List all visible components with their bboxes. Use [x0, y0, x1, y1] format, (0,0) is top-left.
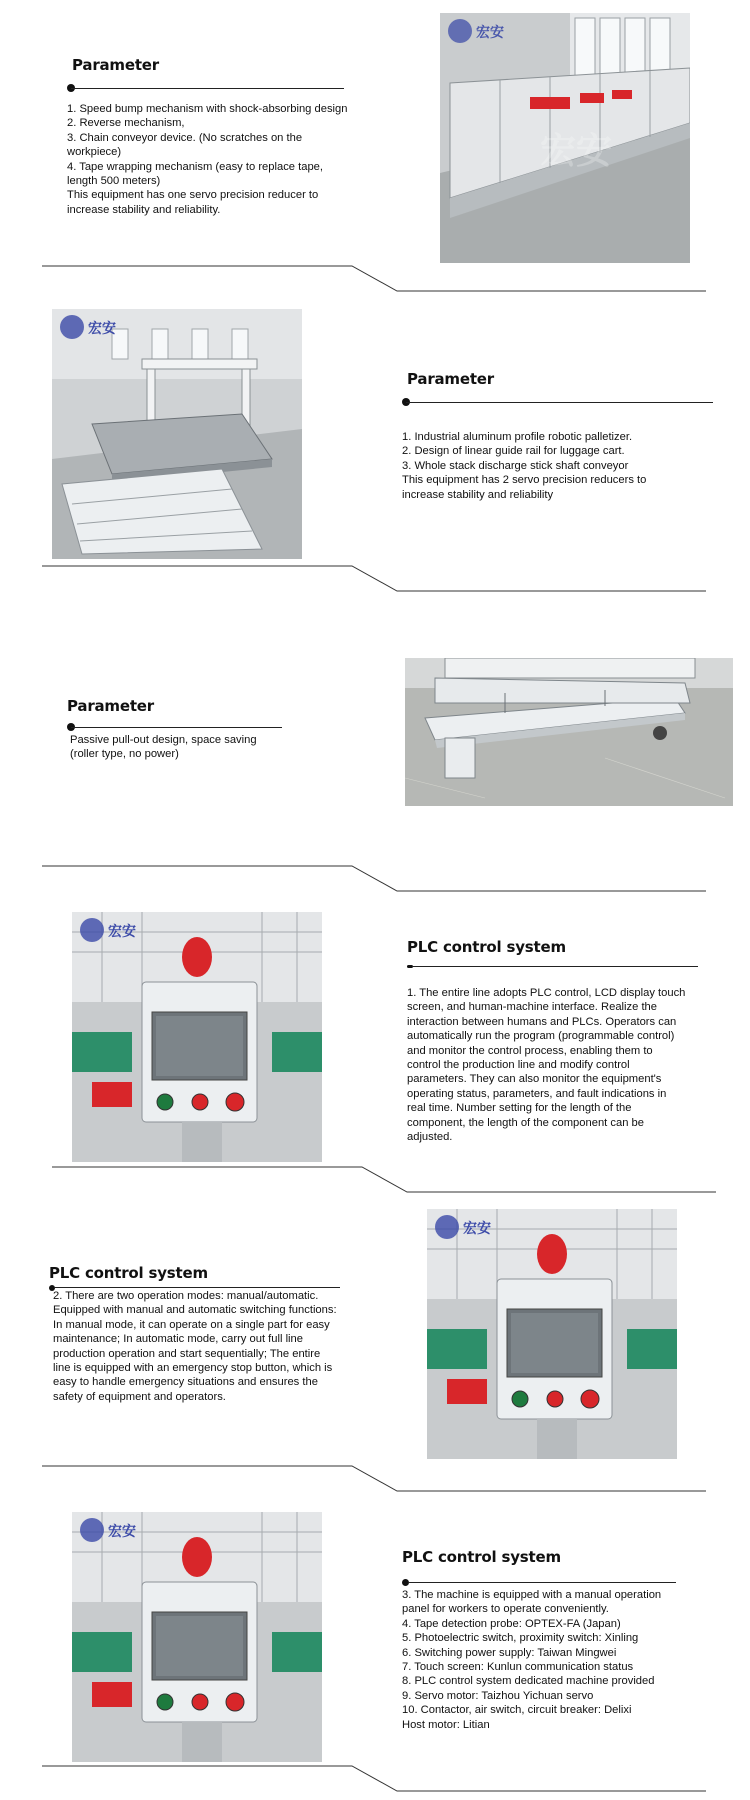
- section-3-photo: [405, 658, 733, 806]
- section-2-text: 1. Industrial aluminum profile robotic palletizer. 2. Design of linear guide rail for luggage cart. 3. Whole stack discharge stick shaft conveyor This equipment has 2 servo precision reducers to increase stability and reliability: [402, 431, 647, 501]
- section-6-text: 3. The machine is equipped with a manual operation panel for workers to operate conveniently. 4. Tape detection probe: OPTEX-FA (Japan) 5. Photoelectric switch, proximity switch: Xinling 6. Switching power supply: Taiwan Mingwei 7. Touch screen: Kunlun communication status 8. PLC control system dedicated machine provided 9. Servo motor: Taizhou Yichuan servo 10. Contactor, air switch, circuit breaker: Delixi Host motor: Litian: [402, 1589, 662, 1731]
- section-1-title: Parameter: [72, 56, 159, 74]
- watermark-logo-text: 宏安: [108, 924, 136, 940]
- section-4: [0, 900, 750, 1200]
- title-rule: [71, 88, 344, 89]
- section-5-text: 2. There are two operation modes: manual/automatic. Equipped with manual and automatic switching functions: In manual mode, it can operate on a single part for easy maintenance; In automatic mode, carry out full line production operation and start sequentially; The entire line is equipped with an emergency stop button, which is easy to handle emergency situations and ensures the safety of equipment and operators.: [53, 1290, 337, 1403]
- section-3: [0, 600, 750, 900]
- section-divider: [0, 263, 750, 293]
- watermark-logo-text: 宏安: [88, 321, 116, 337]
- section-3-title: Parameter: [67, 697, 154, 715]
- section-4-text: 1. The entire line adopts PLC control, LCD display touch screen, and human-machine interface. Realize the interaction between humans and PLCs. Operators can automatically run the program (programmable control) and monitor the control process, enabling them to control the production line and modify control parameters. They can also monitor the equipment's operating status, parameters, and fault indications in real time. Number setting for the length of the component, the length of the component can be adjusted.: [407, 987, 686, 1144]
- section-divider: [0, 1763, 750, 1793]
- section-6-photo: [72, 1512, 322, 1762]
- title-rule: [54, 1287, 340, 1288]
- title-rule: [412, 966, 698, 967]
- section-6: [0, 1500, 750, 1800]
- section-2: [0, 300, 750, 600]
- section-6-title: PLC control system: [402, 1548, 561, 1566]
- section-1: [0, 0, 750, 300]
- section-1-text: 1. Speed bump mechanism with shock-absorbing design 2. Reverse mechanism, 3. Chain conveyor device. (No scratches on the workpiece) 4. Tape wrapping mechanism (easy to replace tape, length 500 meters) This equipment has one servo precision reducer to increase stability and reliability.: [67, 103, 348, 216]
- section-3-text: Passive pull-out design, space saving (roller type, no power): [70, 734, 257, 761]
- section-2-photo: [52, 309, 302, 559]
- title-rule: [408, 1582, 676, 1583]
- section-5-photo: [427, 1209, 677, 1459]
- section-4-title: PLC control system: [407, 938, 566, 956]
- section-2-title: Parameter: [407, 370, 494, 388]
- watermark-logo-text: 宏安: [108, 1524, 136, 1540]
- watermark-center: 宏安: [540, 131, 613, 172]
- watermark-logo-text: 宏安: [476, 25, 504, 41]
- title-rule: [406, 402, 713, 403]
- section-divider: [0, 863, 750, 893]
- watermark-logo-text: 宏安: [463, 1221, 491, 1237]
- section-5: [0, 1200, 750, 1500]
- title-rule: [71, 727, 282, 728]
- section-divider: [0, 1463, 750, 1493]
- section-divider: [0, 563, 750, 593]
- section-4-photo: [72, 912, 322, 1162]
- section-1-photo: [440, 13, 690, 263]
- section-divider: [0, 1164, 750, 1194]
- section-5-title: PLC control system: [49, 1264, 208, 1282]
